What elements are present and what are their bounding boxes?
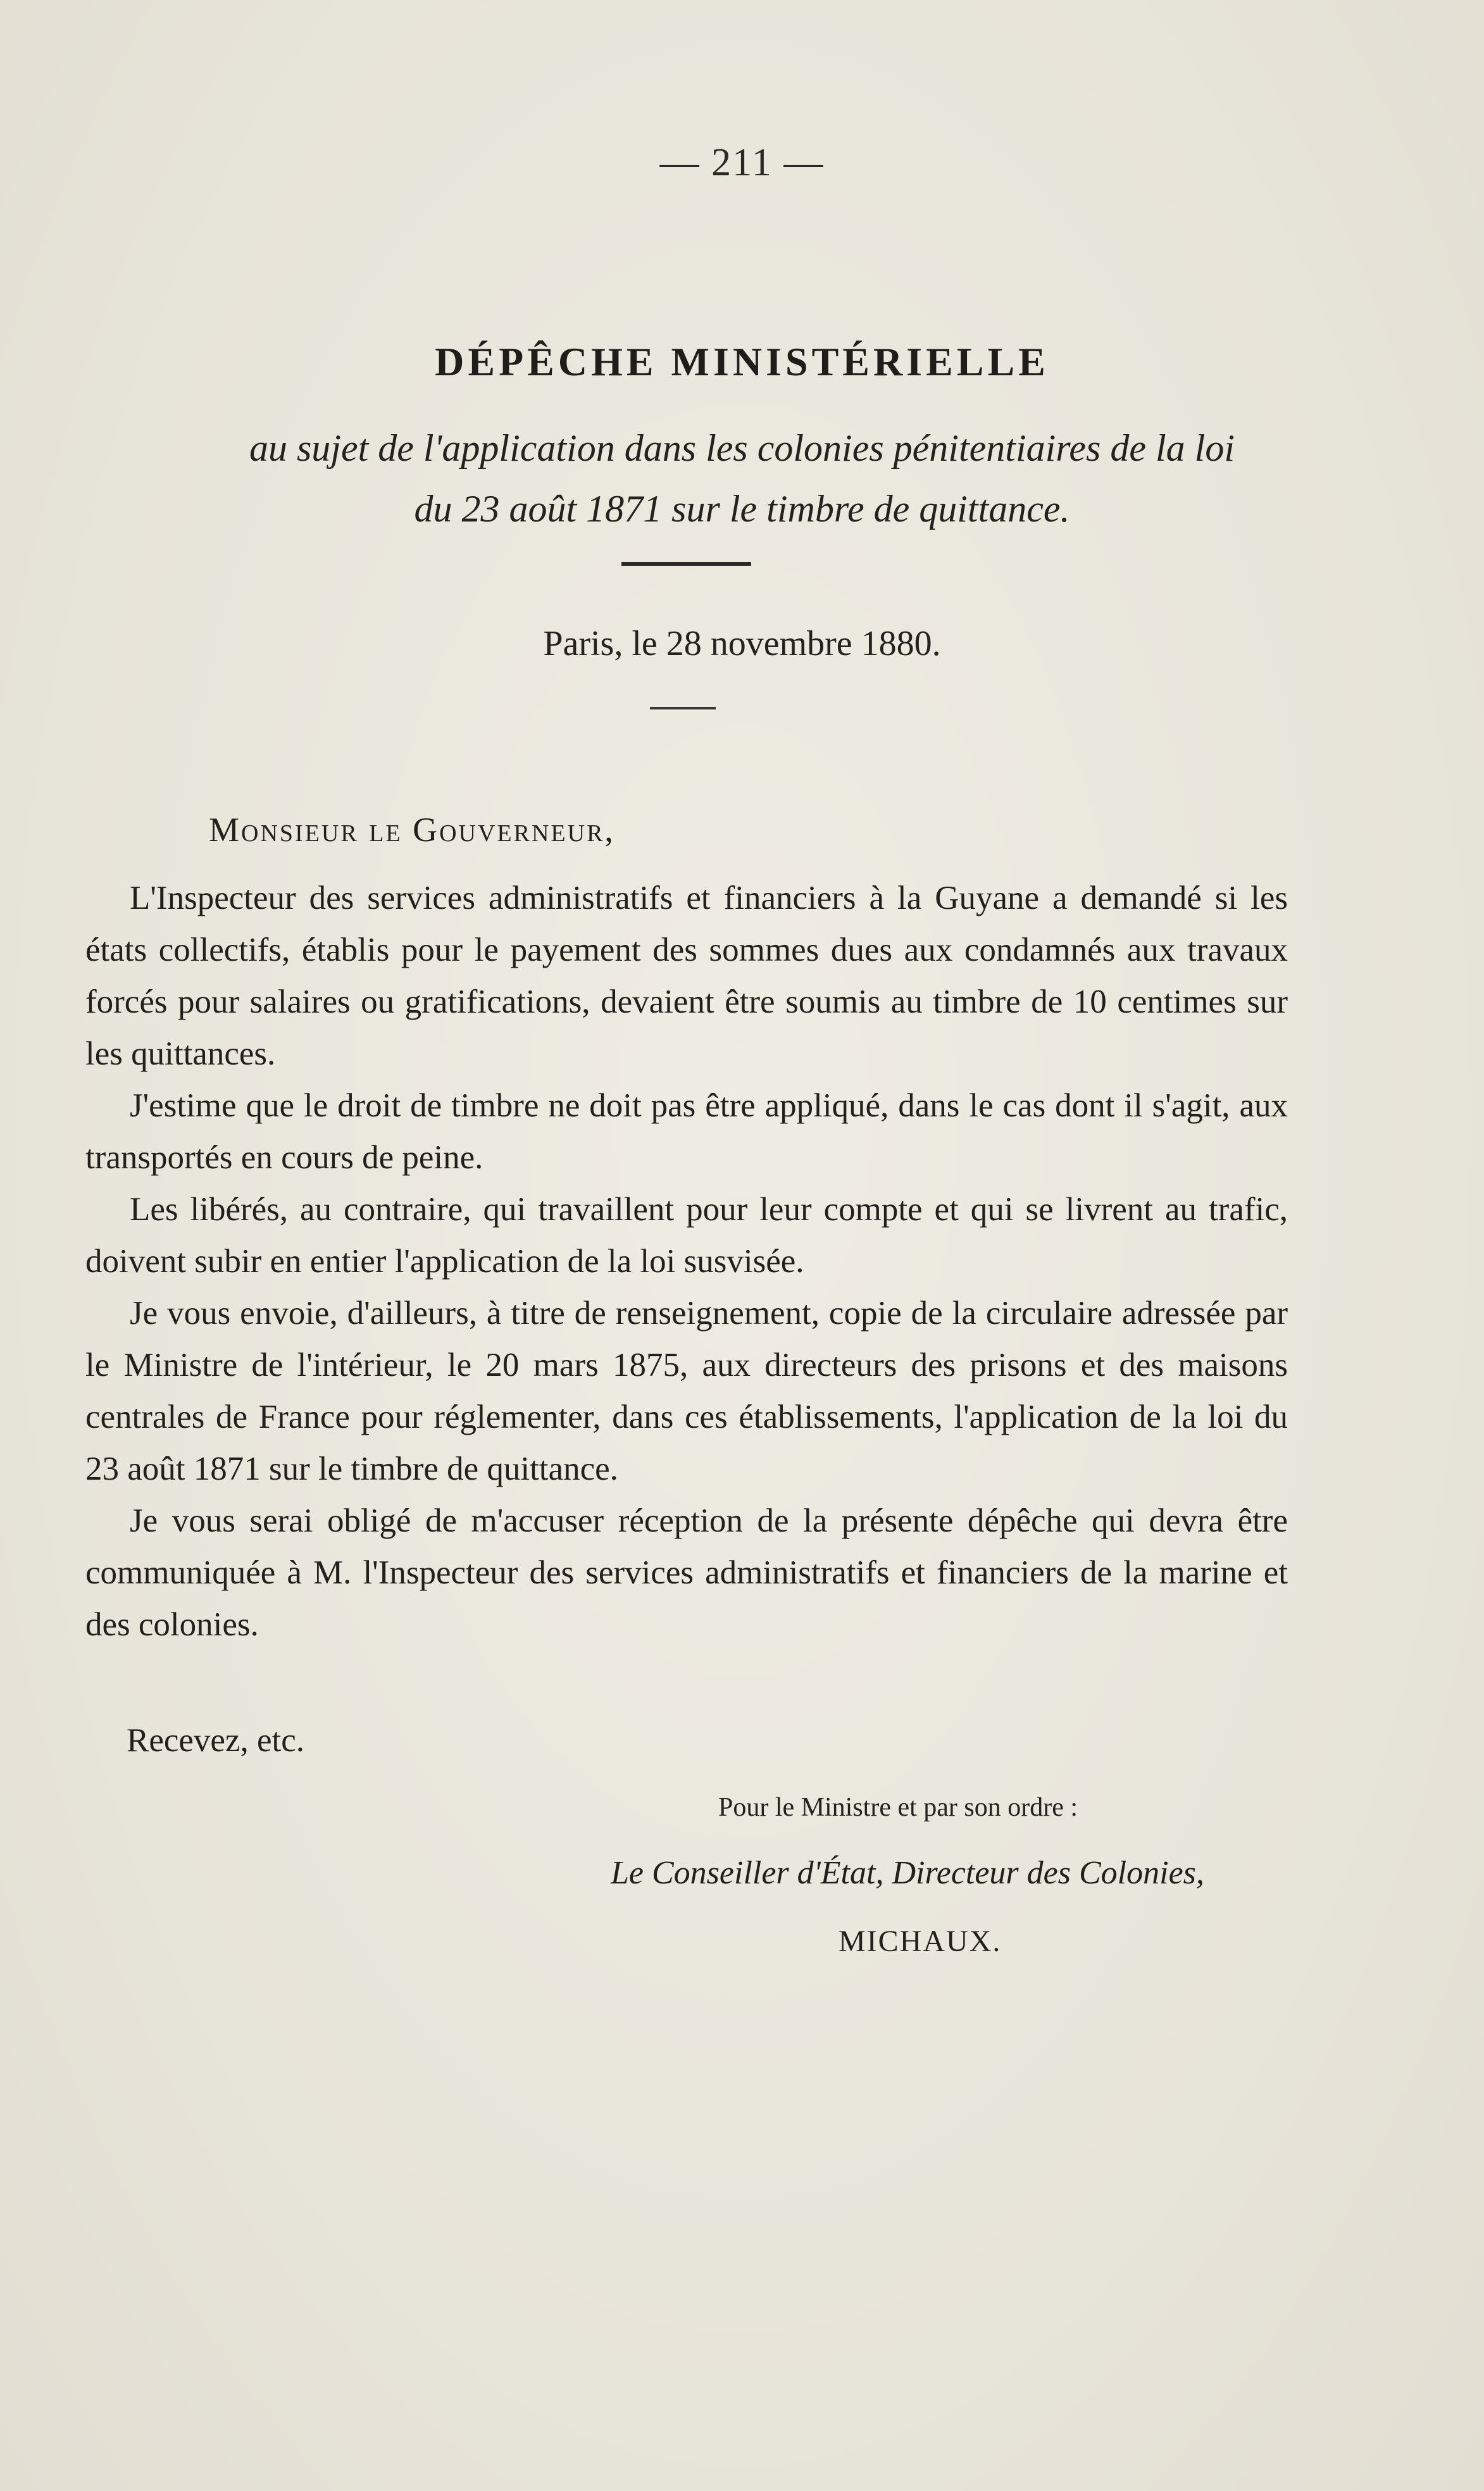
paragraph: L'Inspecteur des services administratifs et financiers à la Guyane a demandé si les états collectifs, établis pour le payement des sommes dues aux condamnés aux travaux forcés pour salaires ou gratifications, devaient être soumis au timbre de 10 centimes sur les quittances. xyxy=(85,880,1288,1072)
paragraph: Je vous envoie, d'ailleurs, à titre de renseignement, copie de la circulaire adressée par le Ministre de l'intérieur, le 20 mars 1875, aux directeurs des prisons et des maisons centrales de France pour réglementer, dans ces établissements, l'application de la loi du 23 août 1871 sur le timbre de quittance. xyxy=(85,1295,1288,1487)
document-title: DÉPÊCHE MINISTÉRIELLE xyxy=(435,339,1049,384)
closing-formula: Recevez, etc. xyxy=(127,1722,304,1759)
document-subtitle xyxy=(114,418,1370,539)
subtitle-line-2: du 23 août 1871 sur le timbre de quittance. xyxy=(414,488,1070,530)
signatory-name: MICHAUX. xyxy=(839,1925,1002,1958)
paragraph: Les libérés, au contraire, qui travaillent pour leur compte et qui se livrent au trafic, doivent subir en entier l'application de la loi susvisée. xyxy=(85,1191,1288,1280)
title-divider xyxy=(621,562,751,566)
salutation: Monsieur le Gouverneur, xyxy=(209,811,615,849)
dateline-divider xyxy=(650,707,716,709)
paragraph: Je vous serai obligé de m'accuser réception de la présente dépêche qui devra être communiquée à M. l'Inspecteur des services administratifs et financiers de la marine et des colonies. xyxy=(85,1502,1288,1643)
paragraph: J'estime que le droit de timbre ne doit pas être appliqué, dans le cas dont il s'agit, aux transportés en cours de peine. xyxy=(85,1087,1288,1176)
dateline: Paris, le 28 novembre 1880. xyxy=(543,624,941,663)
letter-body xyxy=(85,872,1288,1651)
signature-authority: Pour le Ministre et par son ordre : xyxy=(718,1793,1078,1822)
subtitle-line-1: au sujet de l'application dans les colonies pénitentiaires de la loi xyxy=(249,427,1235,469)
signatory-title: Le Conseiller d'État, Directeur des Colonies, xyxy=(611,1855,1204,1891)
page-number: — 211 — xyxy=(659,141,825,184)
